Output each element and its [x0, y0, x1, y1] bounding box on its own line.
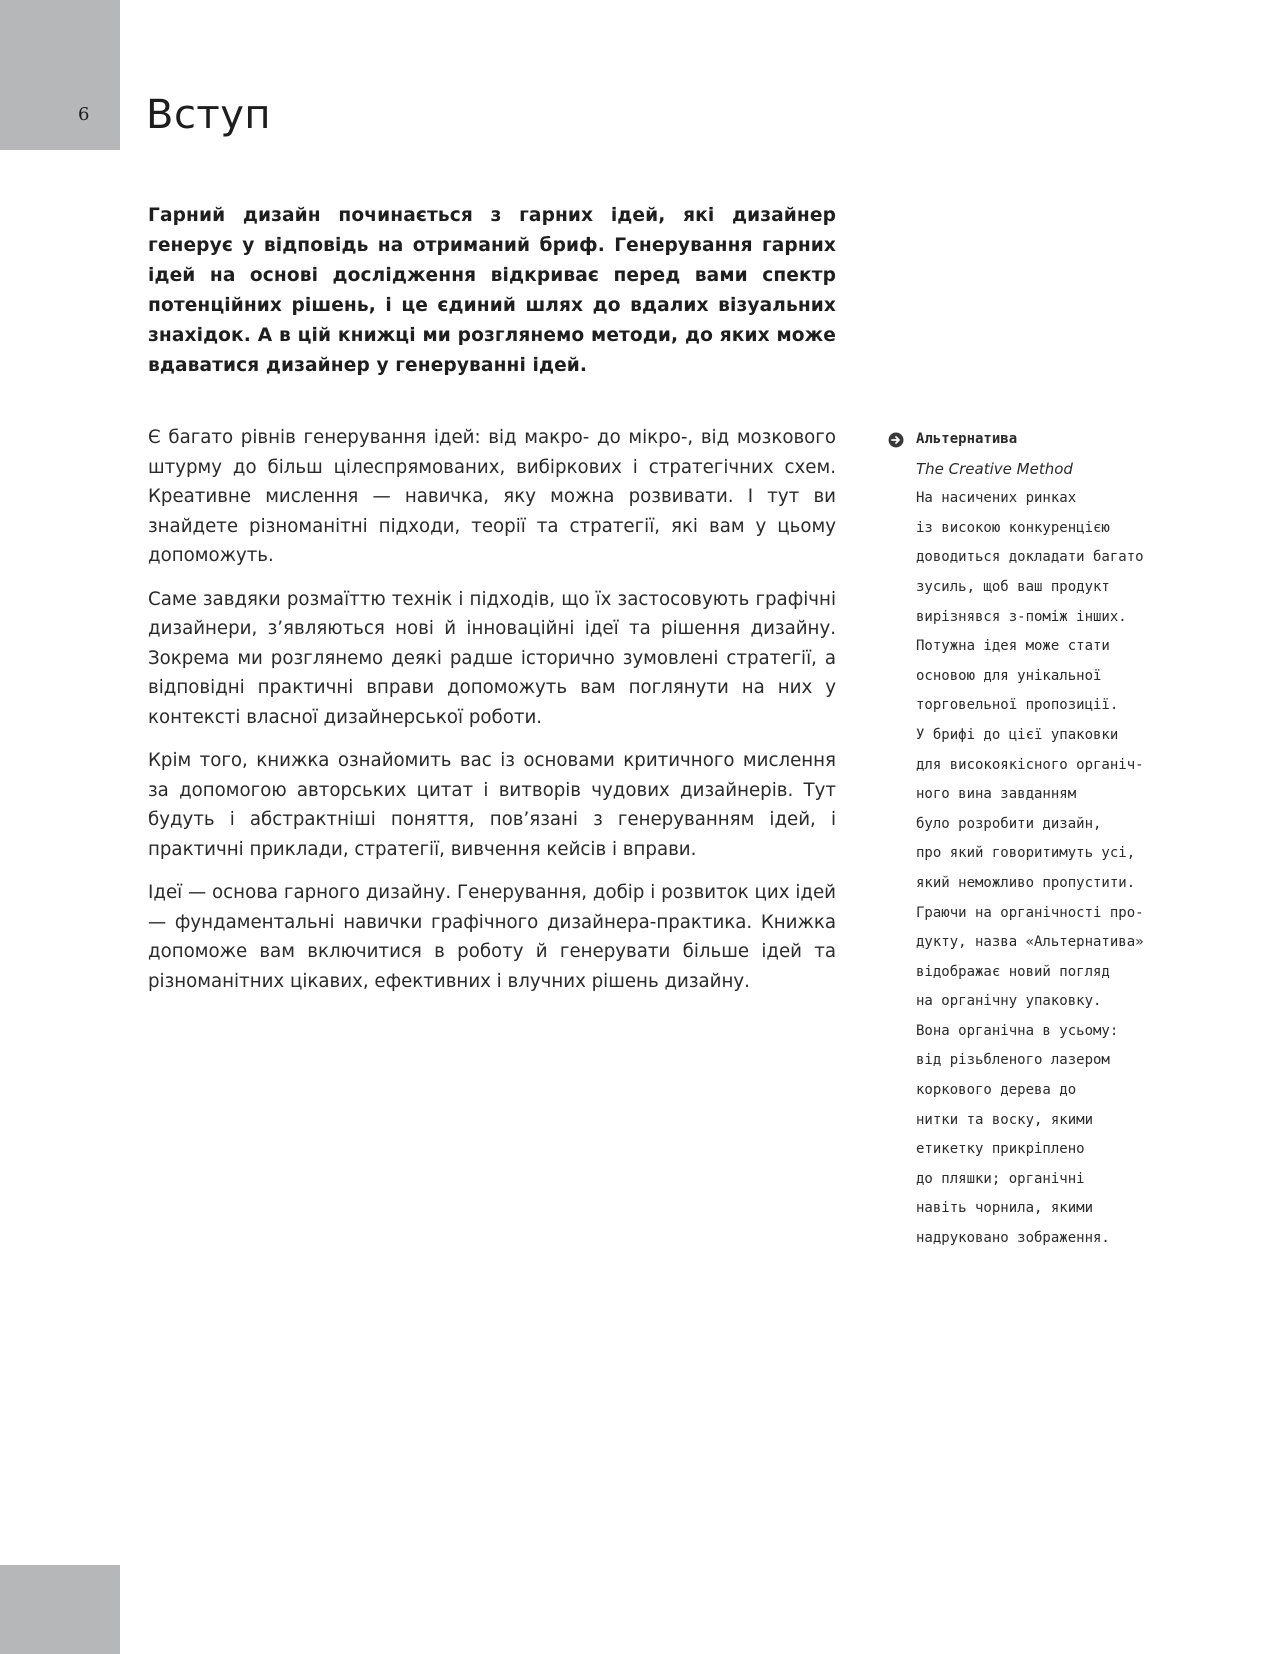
sidebar-line: На насичених ринках [916, 490, 1077, 507]
sidebar-line: Граючи на органічності про- [916, 904, 1144, 921]
body-paragraph: Саме завдяки розмаїттю технік і підходів, що їх застосовують графічні дизайнери, з’являються нові й інноваційні ідеї та рішення дизайну. Зокрема ми розглянемо деякі радше історично зумовлені стратегії, а відповідні практичні вправи допоможуть вам поглянути на них у контексті власної дизайнерської роботи. [148, 588, 836, 728]
body-paragraph: Крім того, книжка ознайомить вас із основами критичного мислення за допомогою авторських цитат і витворів чудових дизайнерів. Тут будуть і абстрактніші поняття, пов’язані з генеруванням ідей, і практичні приклади, стратегії, вивчення кейсів і вправи. [148, 750, 836, 860]
sidebar-line: Вона органічна в усьому: [916, 1022, 1119, 1039]
sidebar-title: Альтернатива [916, 431, 1018, 447]
sidebar-source: The Creative Method [916, 459, 1073, 478]
body-text [148, 423, 836, 1010]
sidebar-line: основою для унікальної [916, 667, 1102, 684]
sidebar-line: вирізнявся з-поміж інших. [916, 608, 1127, 625]
sidebar-line: на органічну упаковку. [916, 993, 1102, 1010]
sidebar-line: торговельної пропозиції. [916, 697, 1119, 714]
page-margin-bar-bottom [0, 1565, 120, 1654]
sidebar-line: надруковано зображення. [916, 1230, 1110, 1247]
sidebar-line: Потужна ідея може стати [916, 638, 1110, 655]
sidebar-line: дукту, назва «Альтернатива» [916, 934, 1144, 951]
lead-paragraph: Гарний дизайн починається з гарних ідей, які дизайнер генерує у відповідь на отриманий бриф. Генерування гарних ідей на основі дослідження відкриває перед вами спектр потенційних рішень, і це єдиний шлях до вдалих візуальних знахідок. А в цій книжці ми розглянемо методи, до яких може вдаватися дизайнер у генеруванні ідей. [148, 205, 836, 376]
sidebar-line: У брифі до цієї упаковки [916, 726, 1119, 743]
sidebar-line: із високою конкуренцією [916, 519, 1110, 536]
sidebar-line: доводиться докладати багато [916, 549, 1144, 566]
arrow-right-circle-icon [888, 432, 904, 448]
page-title: Вступ [146, 92, 272, 138]
sidebar-line: відображає новий погляд [916, 963, 1110, 980]
sidebar-caption [888, 425, 1148, 1254]
sidebar-line: коркового дерева до [916, 1082, 1077, 1099]
sidebar-line: зусиль, щоб ваш продукт [916, 578, 1110, 595]
sidebar-line: до пляшки; органічні [916, 1170, 1085, 1187]
sidebar-heading [888, 425, 1148, 455]
body-paragraph: Є багато рівнів генерування ідей: від макро- до мікро-, від мозкового штурму до більш цілеспрямованих, вибіркових і стратегічних схем. Креативне мислення — навичка, яку можна розвивати. І тут ви знайдете різноманітні підходи, теорії та стратегії, які вам у цьому допоможуть. [148, 427, 836, 566]
sidebar-line: етикетку прикріплено [916, 1141, 1085, 1158]
sidebar-line: про який говоритимуть усі, [916, 845, 1136, 862]
body-paragraph: Ідеї — основа гарного дизайну. Генерування, добір і розвиток цих ідей — фундаментальні навички графічного дизайнера-практика. Книжка допоможе вам включитися в роботу й генерувати більше ідей та різноманітних цікавих, ефективних і влучних рішень дизайну. [148, 882, 836, 992]
page-number: 6 [78, 104, 90, 125]
sidebar-line: нитки та воску, якими [916, 1111, 1094, 1128]
sidebar-line: навіть чорнила, якими [916, 1200, 1094, 1217]
sidebar-line: від різьбленого лазером [916, 1052, 1110, 1069]
page-margin-bar-top [0, 0, 120, 150]
sidebar-line: ного вина завданням [916, 786, 1077, 803]
sidebar-line: було розробити дизайн, [916, 815, 1102, 832]
sidebar-line: для високоякісного органіч- [916, 756, 1144, 773]
sidebar-line: який неможливо пропустити. [916, 874, 1136, 891]
